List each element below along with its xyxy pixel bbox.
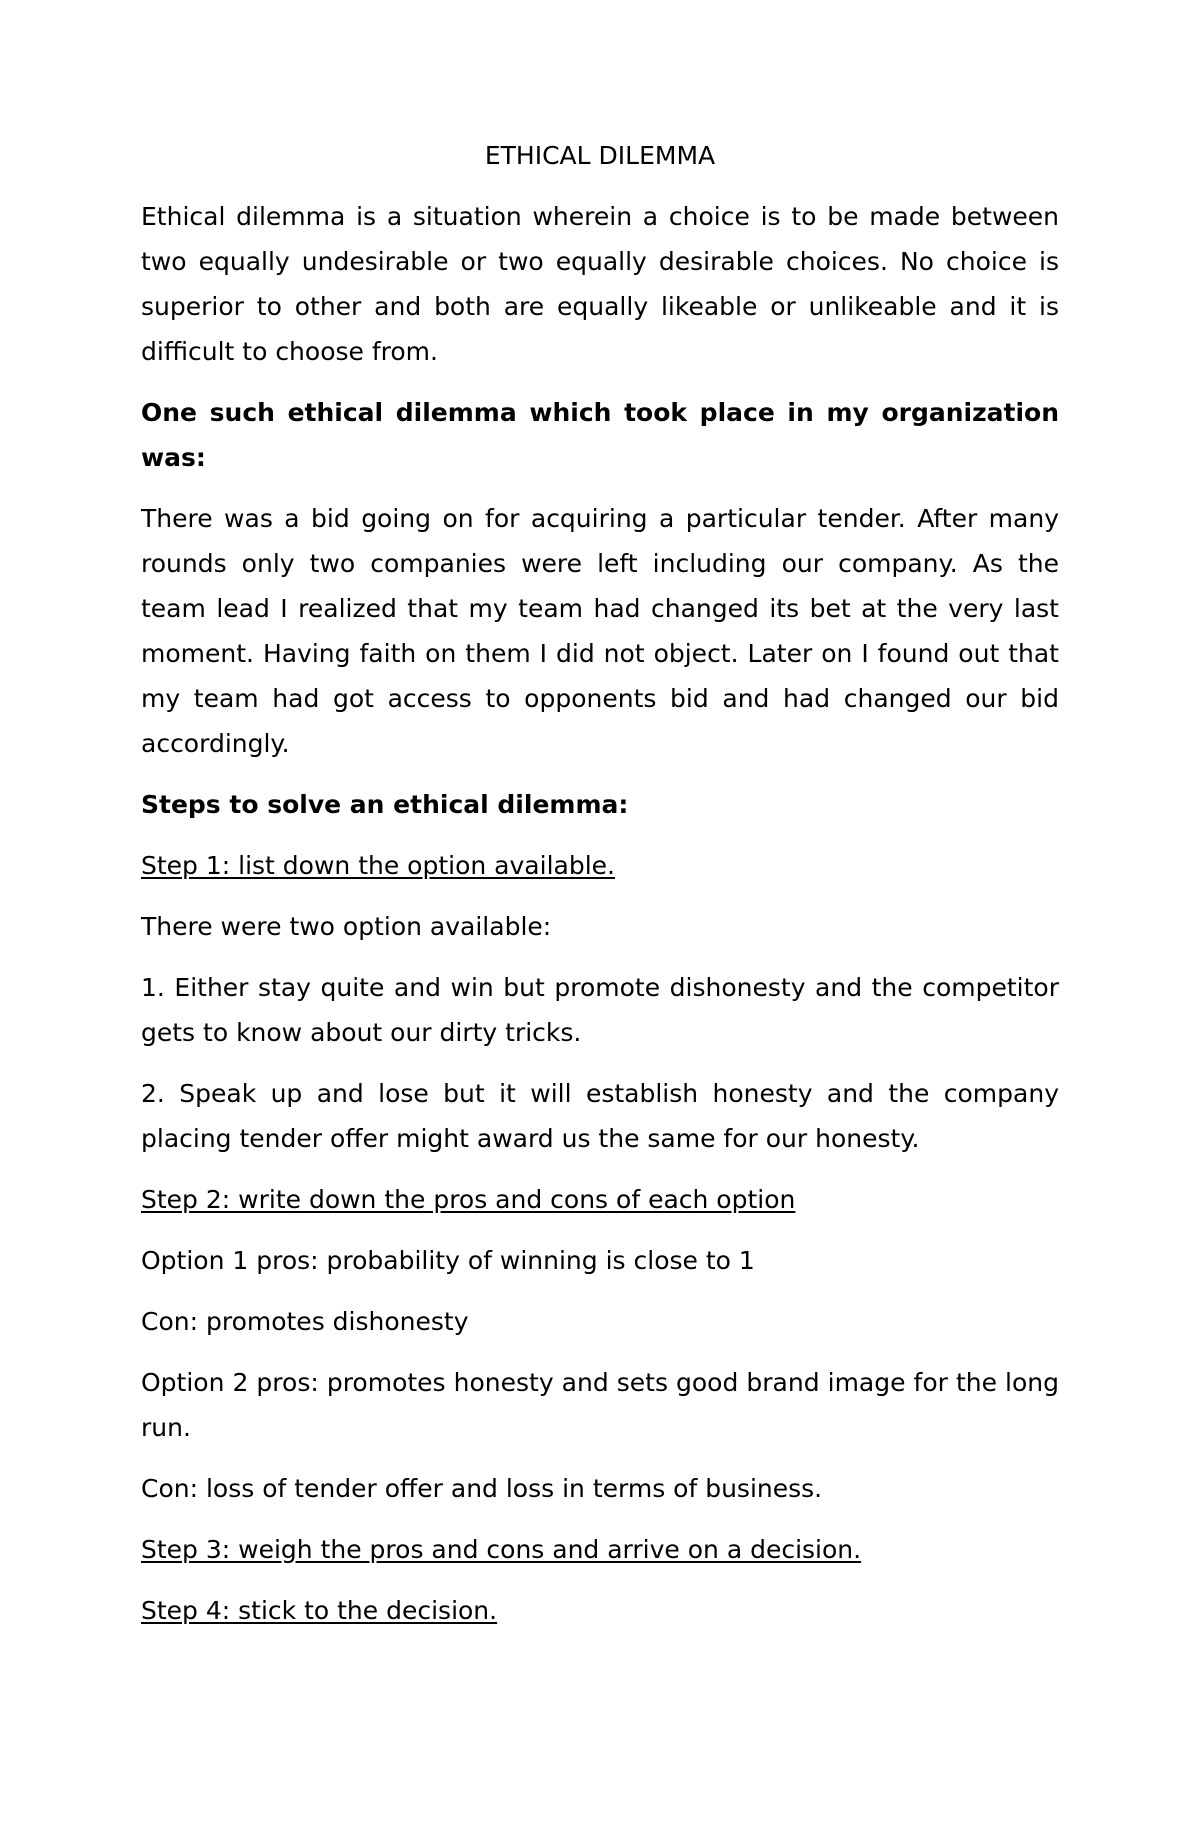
options-intro: There were two option available: — [141, 912, 552, 941]
option2-pros: Option 2 pros: promotes honesty and sets good brand image for the long run. — [141, 1368, 1059, 1442]
steps-heading: Steps to solve an ethical dilemma: — [141, 790, 629, 819]
option1-pros: Option 1 pros: probability of winning is close to 1 — [141, 1246, 755, 1275]
incident-paragraph: There was a bid going on for acquiring a particular tender. After many rounds only two companies were left including our company. As the team lead I realized that my team had changed its bet at the very last moment. Having faith on them I did not object. Later on I found out that my team had got access to opponents bid and had changed our bid accordingly. — [141, 504, 1059, 758]
intro-paragraph: Ethical dilemma is a situation wherein a choice is to be made between two equally undesirable or two equally desirable choices. No choice is superior to other and both are equally likeable or unlikeable and it is difficult to choose from. — [141, 202, 1059, 366]
document-title: ETHICAL DILEMMA — [484, 141, 716, 170]
step4-heading: Step 4: stick to the decision. — [141, 1596, 498, 1625]
incident-heading: One such ethical dilemma which took place in my organization was: — [141, 398, 1059, 472]
step1-heading: Step 1: list down the option available. — [141, 851, 615, 880]
option2-con: Con: loss of tender offer and loss in terms of business. — [141, 1474, 823, 1503]
option1-con: Con: promotes dishonesty — [141, 1307, 469, 1336]
option1-paragraph: 1. Either stay quite and win but promote dishonesty and the competitor gets to know about our dirty tricks. — [141, 973, 1059, 1047]
step3-heading: Step 3: weigh the pros and cons and arrive on a decision. — [141, 1535, 862, 1564]
option2-paragraph: 2. Speak up and lose but it will establish honesty and the company placing tender offer might award us the same for our honesty. — [141, 1079, 1059, 1153]
step2-heading: Step 2: write down the pros and cons of each option — [141, 1185, 796, 1214]
